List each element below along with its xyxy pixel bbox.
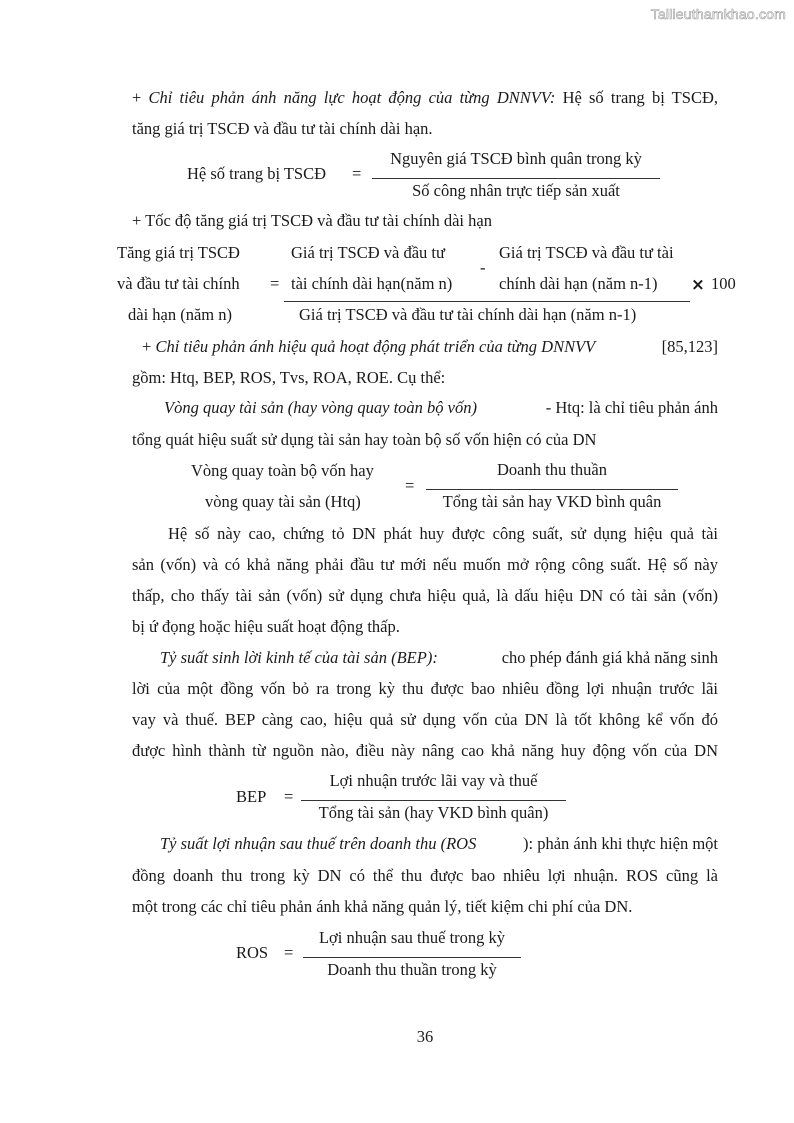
formula-denominator: Tổng tài sản hay VKD bình quân (442, 492, 662, 511)
formula-denominator: Tổng tài sản (hay VKD bình quân) (318, 803, 549, 822)
italic-heading: Chỉ tiêu phản ánh năng lực hoạt động của từng DNNVV: (148, 88, 556, 107)
bullet-prefix: + (132, 88, 149, 107)
paragraph-line: Hệ số này cao, chứng tỏ DN phát huy được công suất, sử dụng hiệu quả tài (168, 524, 718, 543)
formula-numerator: Doanh thu thuần (497, 460, 607, 479)
paragraph-line: bị ứ đọng hoặc hiệu suất hoạt động thấp. (132, 617, 400, 636)
paragraph-line: tổng quát hiệu suất sử dụng tài sản hay toàn bộ số vốn hiện có của DN (132, 430, 597, 449)
paragraph-text: Hệ số trang bị TSCĐ, (555, 88, 718, 107)
paragraph-capacity-indicators (132, 82, 718, 113)
paragraph-text: cho phép đánh giá khả năng sinh (501, 648, 718, 667)
equals-sign: = (284, 787, 294, 806)
formula-numerator: Lợi nhuận sau thuế trong kỳ (318, 928, 506, 947)
italic-heading: Tỷ suất lợi nhuận sau thuế trên doanh thu (ROS (160, 834, 477, 853)
formula-lhs-line-1: Tăng giá trị TSCĐ (117, 243, 240, 262)
formula-numerator: Lợi nhuận trước lãi vay và thuế (329, 771, 538, 790)
paragraph-text: - Htq: là chỉ tiêu phản ánh (545, 398, 718, 417)
paragraph-efficiency-indicators (142, 337, 718, 357)
fraction-line (372, 178, 660, 179)
fraction-line (426, 489, 678, 490)
fraction-line (301, 800, 566, 801)
paragraph-line: sản (vốn) và có khả năng phải đầu tư mới nếu muốn mở rộng công suất. Hệ số này (132, 555, 718, 574)
equals-sign: = (405, 476, 415, 495)
minus-sign: - (480, 258, 486, 277)
equals-sign: = (270, 274, 280, 293)
paragraph-line: gồm: Htq, BEP, ROS, Tvs, ROA, ROE. Cụ thể: (132, 368, 446, 387)
reference: [85,123] (661, 337, 718, 356)
paragraph-line: lời của một đồng vốn bỏ ra trong kỳ thu được bao nhiêu đồng lợi nhuận trước lãi (132, 679, 718, 698)
paragraph-line (132, 113, 718, 144)
formula-denominator: Số công nhân trực tiếp sản xuất (412, 181, 620, 200)
italic-heading: Chỉ tiêu phản ánh hiệu quả hoạt động phát triển của từng DNNVV (155, 337, 596, 356)
formula-lhs-line-2: vòng quay tài sản (Htq) (205, 492, 361, 511)
numerator-term-b-line-1: Giá trị TSCĐ và đầu tư tài (499, 243, 674, 262)
formula-lhs-line-3: dài hạn (năm n) (128, 305, 233, 324)
page-number: 36 (416, 1027, 434, 1046)
watermark: Tailieuthamkhao.com (650, 6, 786, 22)
formula-lhs: BEP (236, 787, 267, 806)
equals-sign: = (352, 164, 362, 183)
paragraph-line: một trong các chỉ tiêu phản ánh khả năng quản lý, tiết kiệm chi phí của DN. (132, 897, 633, 916)
formula-denominator: Doanh thu thuần trong kỳ (327, 960, 497, 979)
paragraph-line: đồng doanh thu trong kỳ DN có thể thu được bao nhiêu lợi nhuận. ROS cũng là (132, 866, 718, 885)
formula-lhs: Hệ số trang bị TSCĐ (187, 164, 327, 183)
paragraph-text: tăng giá trị TSCĐ và đầu tư tài chính dài hạn. (132, 119, 433, 138)
equals-sign: = (284, 943, 294, 962)
italic-heading: Tỷ suất sinh lời kinh tế của tài sản (BEP): (160, 648, 438, 667)
bullet-prefix: + (142, 337, 156, 356)
formula-lhs-line-2: và đầu tư tài chính (117, 274, 240, 293)
numerator-term-a-line-2: tài chính dài hạn(năm n) (291, 274, 453, 293)
formula-lhs-line-1: Vòng quay toàn bộ vốn hay (191, 461, 374, 480)
italic-heading: Vòng quay tài sản (hay vòng quay toàn bộ vốn) (164, 398, 477, 417)
times-sign: × (691, 275, 705, 294)
numerator-term-b-line-2: chính dài hạn (năm n-1) (499, 274, 658, 293)
fraction-line (303, 957, 521, 958)
paragraph-line: vay và thuế. BEP càng cao, hiệu quả sử dụng vốn của DN là tốt không kể vốn đó (132, 710, 718, 729)
paragraph-growth-heading: + Tốc độ tăng giá trị TSCĐ và đầu tư tài chính dài hạn (132, 211, 492, 230)
paragraph-ros (160, 834, 718, 854)
numerator-term-a-line-1: Giá trị TSCĐ và đầu tư (291, 243, 445, 262)
formula-numerator: Nguyên giá TSCĐ bình quân trong kỳ (390, 149, 642, 168)
paragraph-text: ): phản ánh khi thực hiện một (523, 834, 718, 853)
formula-denominator: Giá trị TSCĐ và đầu tư tài chính dài hạn (năm n-1) (299, 305, 637, 324)
paragraph-asset-turnover (164, 398, 718, 418)
paragraph-line: thấp, cho thấy tài sản (vốn) sử dụng chưa hiệu quả, là dấu hiệu DN có tài sản (vốn) (132, 586, 718, 605)
formula-lhs: ROS (236, 943, 269, 962)
fraction-line (284, 301, 690, 302)
paragraph-line: được hình thành từ nguồn nào, điều này nâng cao khả năng huy động vốn của DN (132, 741, 718, 760)
multiplier-100: 100 (711, 274, 736, 293)
paragraph-bep (160, 648, 718, 668)
